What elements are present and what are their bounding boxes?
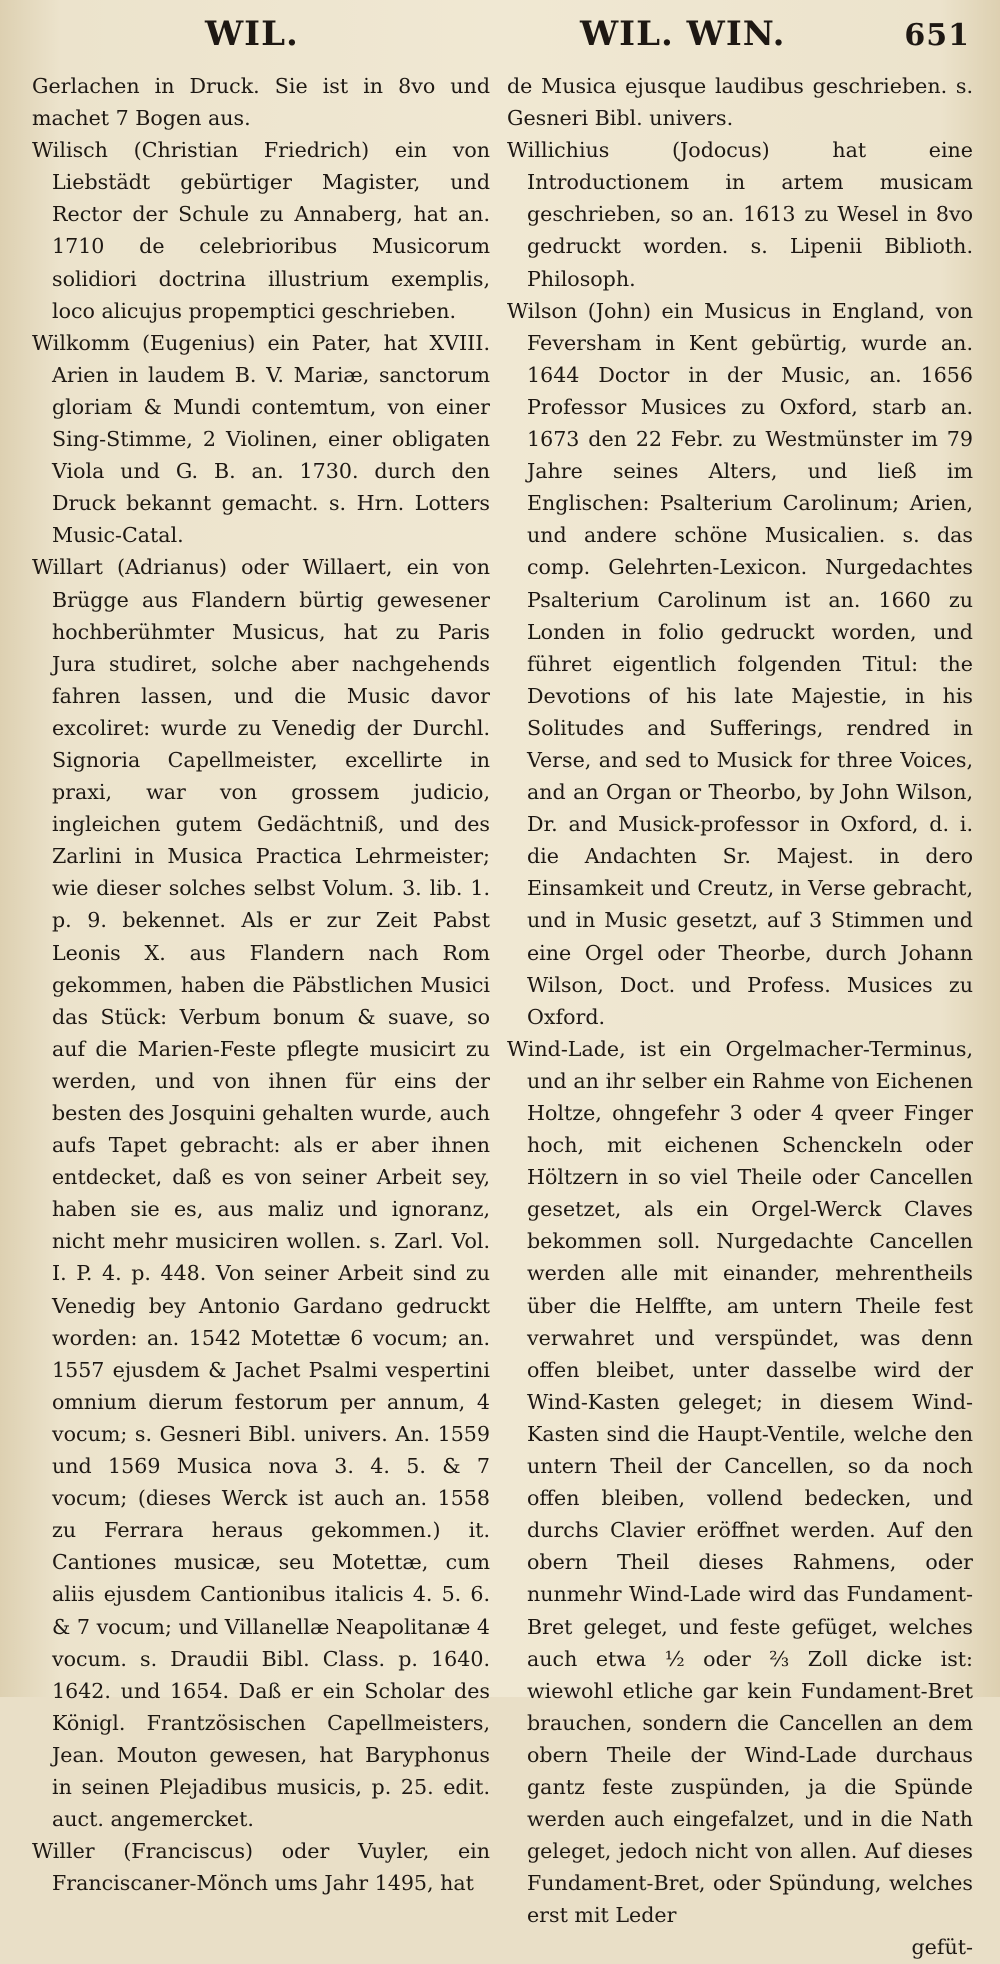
entry-willichius: Willichius (Jodocus) hat eine Introductionem in artem musicam geschrieben, so an. 1613 zu Wesel in 8vo gedruckt worden. s. Lipenii Biblioth. Philosoph. xyxy=(507,138,973,291)
page-number: 651 xyxy=(904,18,970,53)
entry-wilkomm: Wilkomm (Eugenius) ein Pater, hat XVIII. Arien in laudem B. V. Mariæ, sanctorum gloriam & Mundi contemtum, von einer Sing-Stimme, 2 Violinen, einer obligaten Viola und G. B. an. 1730. durch den Druck bekannt gemacht. s. Hrn. Lotters Music-Catal. xyxy=(32,330,490,548)
entry-continuation: Gerlachen in Druck. Sie ist in 8vo und machet 7 Bogen aus. xyxy=(32,74,490,131)
left-column xyxy=(32,70,490,1899)
entry-continuation: de Musica ejusque laudibus geschrieben. s. Gesneri Bibl. univers. xyxy=(507,74,973,131)
entry-willer: Willer (Franciscus) oder Vuyler, ein Franciscaner-Mönch ums Jahr 1495, hat xyxy=(32,1839,490,1896)
entry-willart: Willart (Adrianus) oder Willaert, ein von Brügge aus Flandern bürtig gewesener hochberühmter Musicus, hat zu Paris Jura studiret, solche aber nachgehends fahren lassen, und die Music davor excoliret: wurde zu Venedig der Durchl. Signoria Capellmeister, excellirte in praxi, war von grossem judicio, ingleichen gutem Gedächtniß, und des Zarlini in Musica Practica Lehrmeister; wie dieser solches selbst Volum. 3. lib. 1. p. 9. bekennet. Als er zur Zeit Pabst Leonis X. aus Flandern nach Rom gekommen, haben die Päbstlichen Musici das Stück: Verbum bonum & suave, so auf die Marien-Feste pflegte musicirt zu werden, und von ihnen für eins der besten des Josquini gehalten wurde, auch aufs Tapet gebracht: als er aber ihnen entdecket, daß es von seiner Arbeit sey, haben sie es, aus maliz und ignoranz, nicht mehr musiciren wollen. s. Zarl. Vol. I. P. 4. p. 448. Von seiner Arbeit sind zu Venedig bey Antonio Gardano gedruckt worden: an. 1542 Motettæ 6 vocum; an. 1557 ejusdem & Jachet Psalmi vespertini omnium dierum festorum per annum, 4 vocum; s. Gesneri Bibl. univers. An. 1559 und 1569 Musica nova 3. 4. 5. & 7 vocum; (dieses Werck ist auch an. 1558 zu Ferrara heraus gekommen.) it. Cantiones musicæ, seu Motettæ, cum aliis ejusdem Cantionibus italicis 4. 5. 6. & 7 vocum; und Villanellæ Neapolitanæ 4 vocum. s. Draudii Bibl. Class. p. 1640. 1642. und 1654. Daß er ein Scholar des Königl. Frantzösischen Capellmeisters, Jean. Mouton gewesen, hat Baryphonus in seinen Plejadibus musicis, p. 25. edit. auct. angemercket. xyxy=(32,555,490,1832)
right-column xyxy=(507,70,973,1964)
entry-wind-lade: Wind-Lade, ist ein Orgelmacher-Terminus, und an ihr selber ein Rahme von Eichenen Holtze, ohngefehr 3 oder 4 qveer Finger hoch, mit eichenen Schenckeln oder Höltzern in so viel Theile oder Cancellen gesetzet, als ein Orgel-Werck Claves bekommen soll. Nurgedachte Cancellen werden alle mit einander, mehrentheils über die Helffte, am untern Theile fest verwahret und verspündet, was denn offen bleibet, unter dasselbe wird der Wind-Kasten geleget; in diesem Wind-Kasten sind die Haupt-Ventile, welche den untern Theil der Cancellen, so da noch offen bleiben, vollend bedecken, und durchs Clavier eröffnet werden. Auf den obern Theil dieses Rahmens, oder nunmehr Wind-Lade wird das Fundament-Bret geleget, und feste gefüget, welches auch etwa ½ oder ⅔ Zoll dicke ist: wiewohl etliche gar kein Fundament-Bret brauchen, sondern die Cancellen an dem obern Theile der Wind-Lade durchaus gantz feste zuspünden, ja die Spünde werden auch eingefalzet, und in die Nath geleget, jedoch nicht von allen. Auf dieses Fundament-Bret, oder Spündung, welches erst mit Leder xyxy=(507,1036,973,1928)
entry-wilisch: Wilisch (Christian Friedrich) ein von Liebstädt gebürtiger Magister, und Rector der Schule zu Annaberg, hat an. 1710 de celebrioribus Musicorum solidiori doctrina illustrium exemplis, loco alicujus propemptici geschrieben. xyxy=(32,138,490,323)
entry-wilson: Wilson (John) ein Musicus in England, von Feversham in Kent gebürtig, wurde an. 1644 Doctor in der Music, an. 1656 Professor Musices zu Oxford, starb an. 1673 den 22 Febr. zu Westmünster im 79 Jahre seines Alters, und ließ im Englischen: Psalterium Carolinum; Arien, und andere schöne Musicalien. s. das comp. Gelehrten-Lexicon. Nurgedachtes Psalterium Carolinum ist an. 1660 zu Londen in folio gedruckt worden, und führet eigentlich folgenden Titul: the Devotions of his late Majestie, in his Solitudes and Sufferings, rendred in Verse, and sed to Musick for three Voices, and an Organ or Theorbo, by John Wilson, Dr. and Musick-professor in Oxford, d. i. die Andachten Sr. Majest. in dero Einsamkeit und Creutz, in Verse gebracht, und in Music gesetzt, auf 3 Stimmen und eine Orgel oder Theorbe, durch Johann Wilson, Doct. und Profess. Musices zu Oxford. xyxy=(507,298,973,1029)
running-head-left: WIL. xyxy=(205,14,299,54)
catchword: gefüt- xyxy=(911,1935,973,1960)
running-head-right: WIL. WIN. xyxy=(580,14,786,54)
